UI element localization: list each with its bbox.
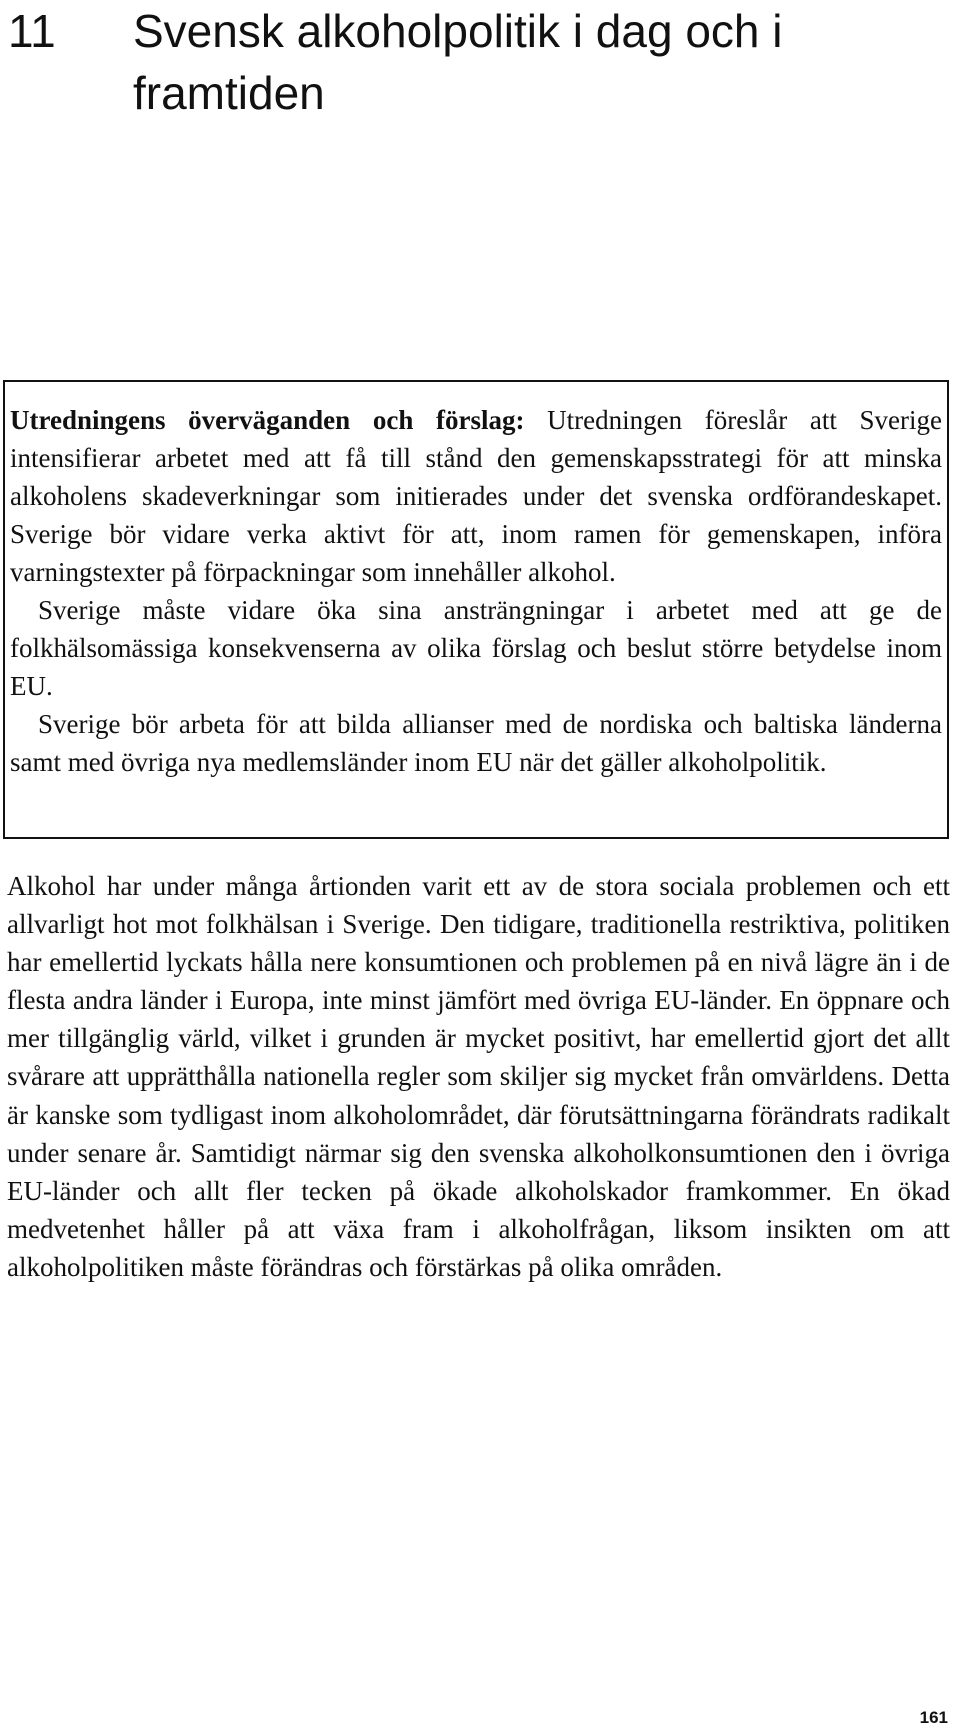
- summary-box: [3, 380, 949, 839]
- chapter-number: 11: [8, 5, 56, 57]
- chapter-title: Svensk alkoholpolitik i dag och i framtiden: [133, 5, 783, 119]
- summary-paragraph-1-text: Utredningen föreslår att Sverige intensifierar arbetet med att få till stånd den gemenskapsstrategi för att minska alkoholens skadeverkningar som initierades under det svenska ordförandeskapet. Sverige bör vidare verka aktivt för att, inom ramen för gemenskapen, införa varningstexter på förpackningar som innehåller alkohol.: [10, 405, 942, 587]
- chapter-heading: [8, 0, 948, 124]
- summary-paragraph-3: Sverige bör arbeta för att bilda allianser med de nordiska och baltiska länderna samt med övriga nya medlemsländer inom EU när det gäller alkoholpolitik.: [10, 709, 942, 777]
- page-number: 161: [919, 1708, 948, 1727]
- summary-paragraph-1: [10, 401, 942, 591]
- summary-lead: Utredningens överväganden och förslag:: [10, 405, 525, 435]
- summary-paragraph-2: Sverige måste vidare öka sina ansträngningar i arbetet med att ge de folkhälsomässiga konsekvenserna av olika förslag och beslut större betydelse inom EU.: [10, 595, 942, 701]
- body-paragraph: Alkohol har under många årtionden varit ett av de stora sociala problemen och ett allvarligt hot mot folkhälsan i Sverige. Den tidigare, traditionella restriktiva, politiken har emellertid lyckats hålla nere konsumtionen och problemen på en nivå lägre än i de flesta andra länder i Europa, inte minst jämfört med övriga EU-länder. En öppnare och mer tillgänglig värld, vilket i grunden är mycket positivt, har emellertid gjort det allt svårare att upprätthålla nationella regler som skiljer sig mycket från omvärldens. Detta är kanske som tydligast inom alkoholområdet, där förutsättningarna förändrats radikalt under senare år. Samtidigt närmar sig den svenska alkoholkonsumtionen den i övriga EU-länder och allt fler tecken på ökade alkoholskador framkommer. En ökad medvetenhet håller på att växa fram i alkoholfrågan, liksom insikten om att alkoholpolitiken måste förändras och förstärkas på olika områden.: [7, 871, 950, 1282]
